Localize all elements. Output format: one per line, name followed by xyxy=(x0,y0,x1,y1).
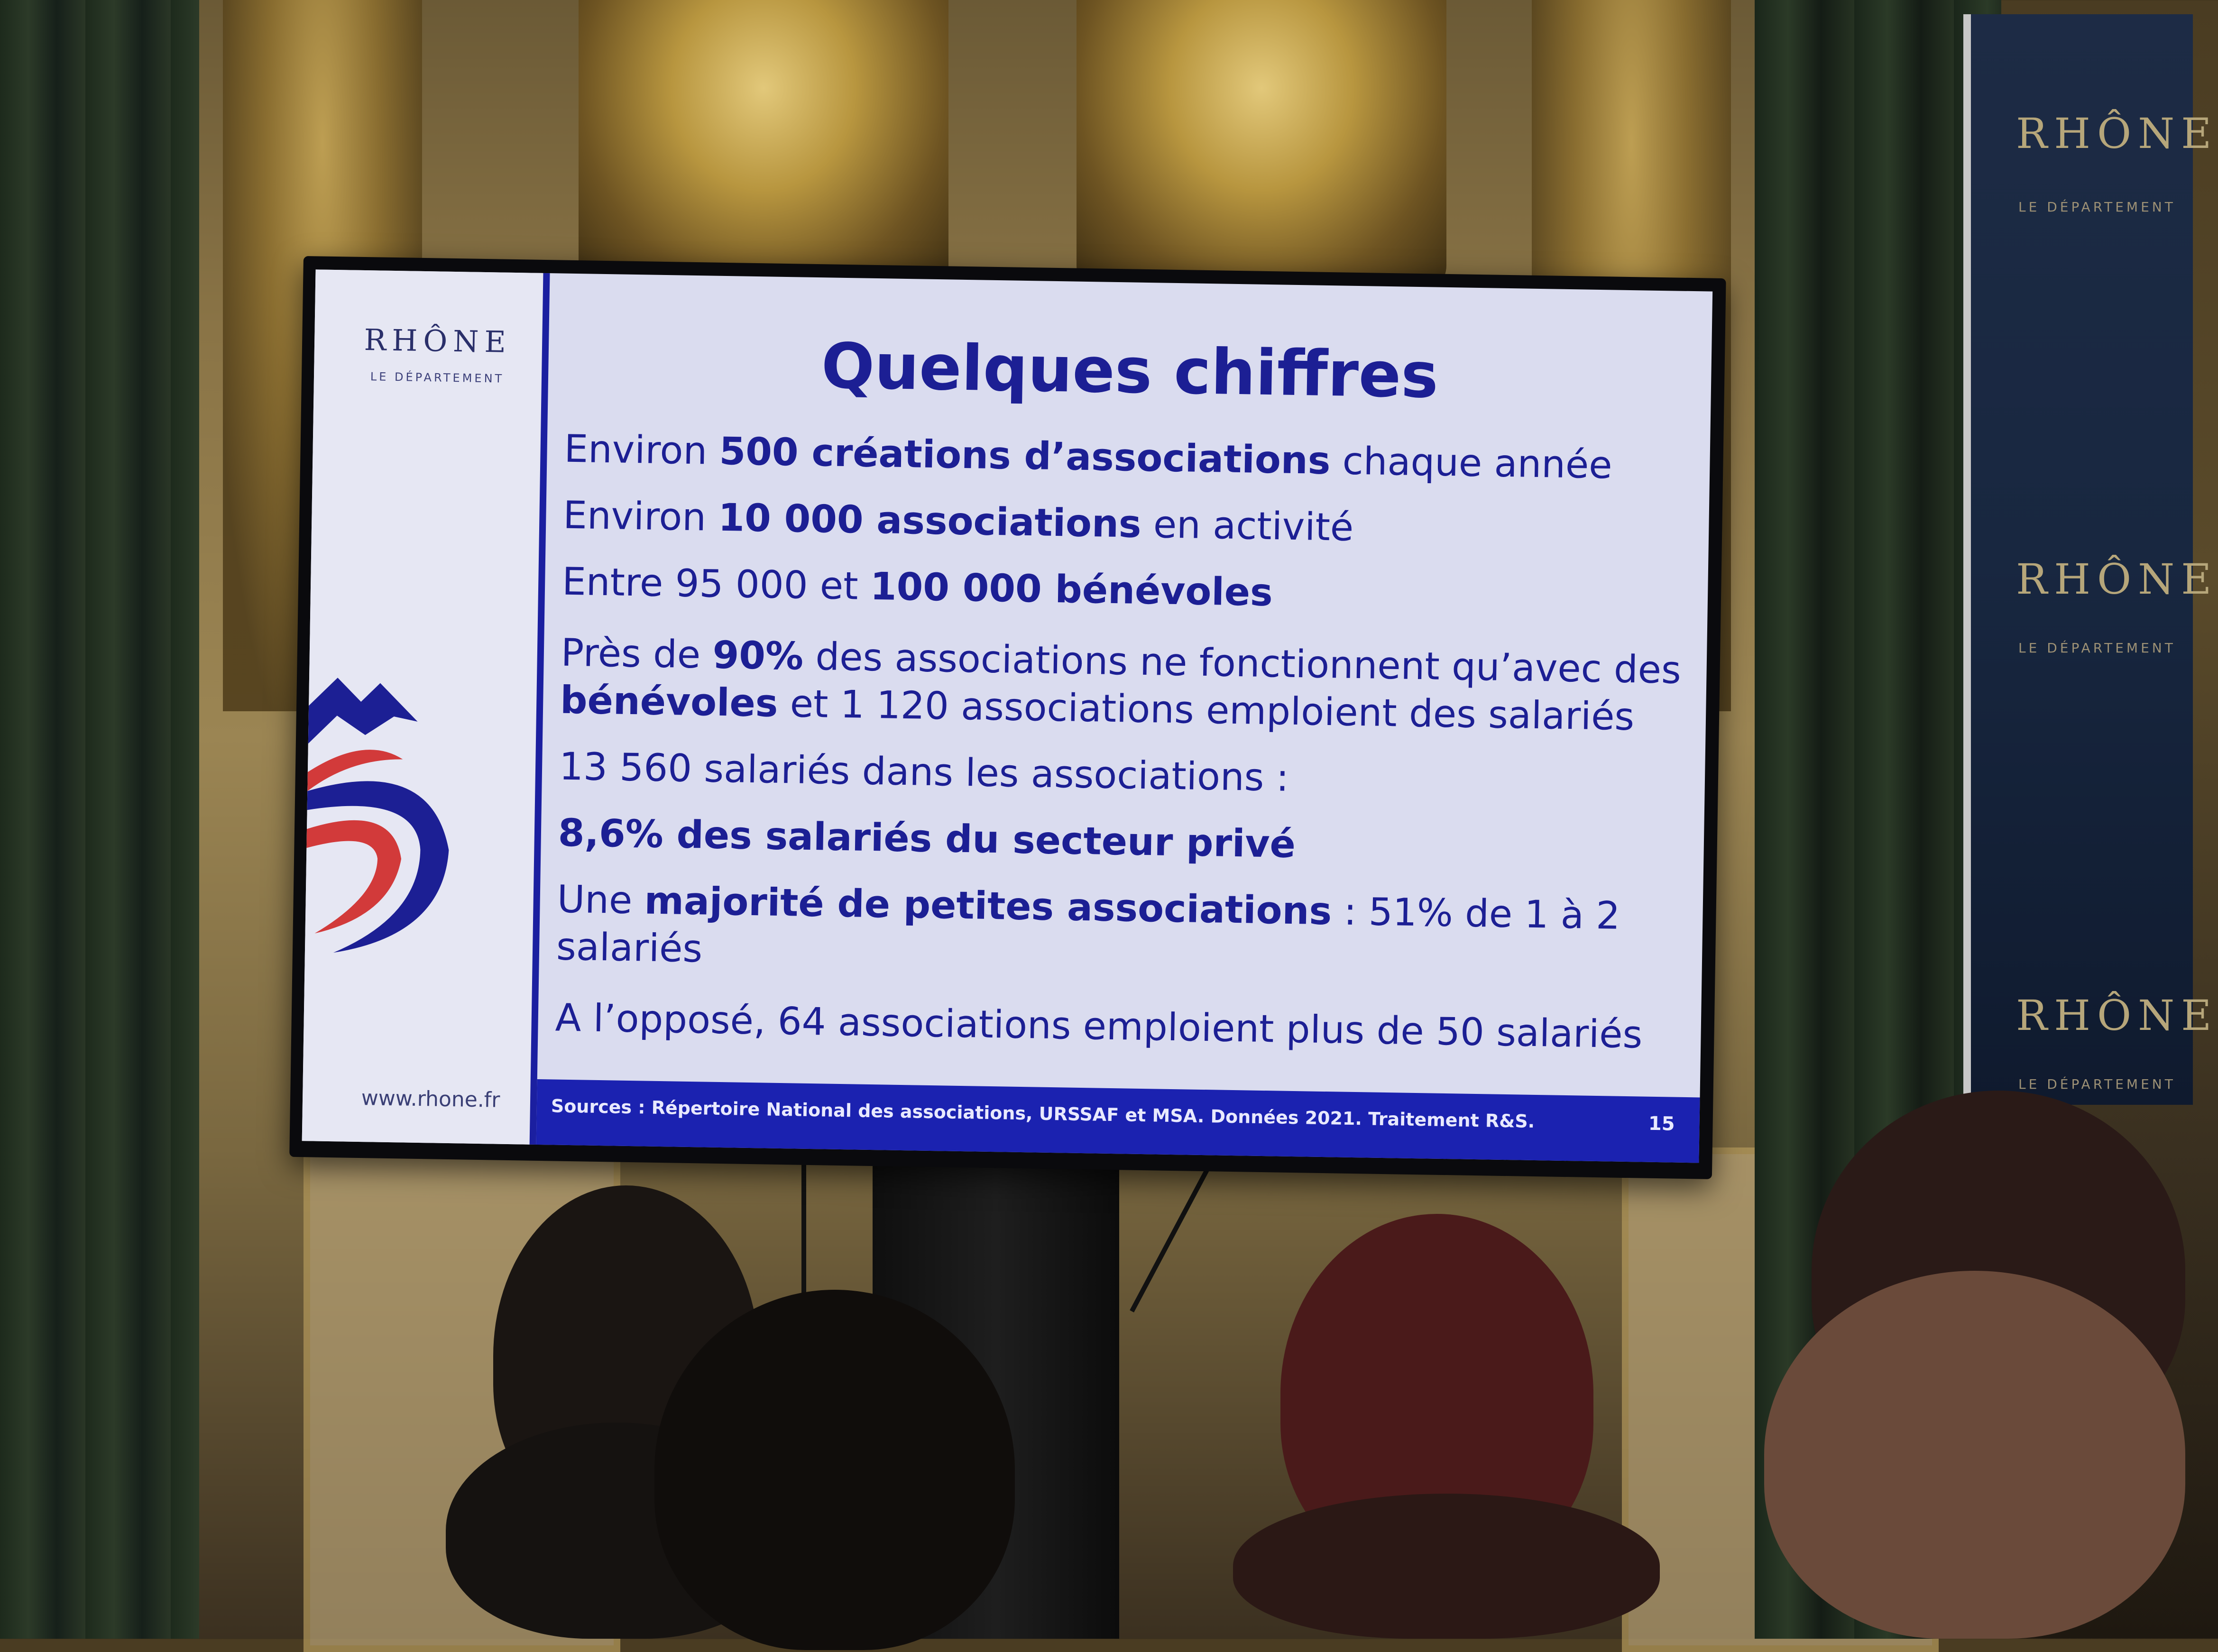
audience-shoulders-3 xyxy=(1233,1494,1660,1639)
slide-line-segment: Une xyxy=(557,877,645,923)
gilded-column-right xyxy=(1077,0,1446,294)
slide-line-segment: et 1 120 associations emploient des salariés xyxy=(777,681,1635,739)
page-number: 15 xyxy=(1648,1112,1675,1135)
slide-line-4 xyxy=(560,629,1690,742)
curtain-left xyxy=(0,0,199,1639)
rhone-banner xyxy=(1963,14,2218,1105)
rhone-logo-subtitle: LE DÉPARTEMENT xyxy=(370,370,505,385)
rhone-logo: RHÔNE xyxy=(364,322,512,359)
slide-line-bold-segment: 500 créations d’associations xyxy=(718,429,1331,483)
rhone-swoosh-logo xyxy=(304,649,466,983)
audience-head-5 xyxy=(1764,1271,2185,1639)
banner-logo-2: RHÔNE xyxy=(2016,555,2218,604)
banner-subtitle-1: LE DÉPARTEMENT xyxy=(2018,199,2176,215)
slide-line-segment: Entre 95 000 et xyxy=(561,559,871,608)
banner-subtitle-3: LE DÉPARTEMENT xyxy=(2018,1076,2176,1092)
slide-line-3 xyxy=(561,558,1691,623)
banner-subtitle-2: LE DÉPARTEMENT xyxy=(2018,640,2176,656)
slide-line-segment: A l’opposé, 64 associations emploient plus de 50 salariés xyxy=(555,995,1643,1057)
slide-line-bold-segment: 90% xyxy=(712,633,804,679)
slide-line-segment: : 51% de 1 à 2 salariés xyxy=(556,889,1620,971)
slide-line-6 xyxy=(558,809,1687,874)
presentation-slide xyxy=(302,269,1713,1163)
slide-sidebar xyxy=(302,269,543,1144)
slide-line-5 xyxy=(559,743,1688,808)
slide-title: Quelques chiffres xyxy=(820,330,1439,413)
slide-line-segment: 13 560 salariés dans les associations : xyxy=(559,744,1289,800)
banner-logo-3: RHÔNE xyxy=(2016,991,2218,1040)
banner-logo-1: RHÔNE xyxy=(2016,109,2218,158)
slide-line-segment: chaque année xyxy=(1330,439,1613,487)
slide-footer-bar xyxy=(536,1079,1700,1163)
slide-line-1 xyxy=(564,425,1693,490)
slide-line-segment: Près de xyxy=(561,630,713,677)
slide-line-8 xyxy=(555,994,1684,1059)
slide-line-segment: en activité xyxy=(1141,502,1354,550)
slide-line-segment: Environ xyxy=(562,493,719,540)
slide-line-7 xyxy=(556,876,1686,988)
slide-line-2 xyxy=(563,492,1692,557)
tv-monitor xyxy=(289,256,1726,1179)
slide-line-bold-segment: majorité de petites associations xyxy=(644,878,1332,934)
slide-line-bold-segment: 8,6% des salariés du secteur privé xyxy=(558,810,1296,867)
audience-head-2 xyxy=(654,1290,1015,1650)
slide-line-bold-segment: 100 000 bénévoles xyxy=(870,564,1273,615)
slide-line-segment: Environ xyxy=(563,426,720,473)
gilded-column-left xyxy=(579,0,948,294)
slide-line-bold-segment: 10 000 associations xyxy=(718,495,1142,546)
website-url: www.rhone.fr xyxy=(361,1086,500,1112)
cable-left xyxy=(801,1147,806,1304)
slide-line-bold-segment: bénévoles xyxy=(560,678,779,725)
slide-line-segment: des associations ne fonctionnent qu’avec des xyxy=(803,634,1682,692)
sources-text: Sources : Répertoire National des associations, URSSAF et MSA. Données 2021. Traitement R&S. xyxy=(551,1095,1535,1132)
